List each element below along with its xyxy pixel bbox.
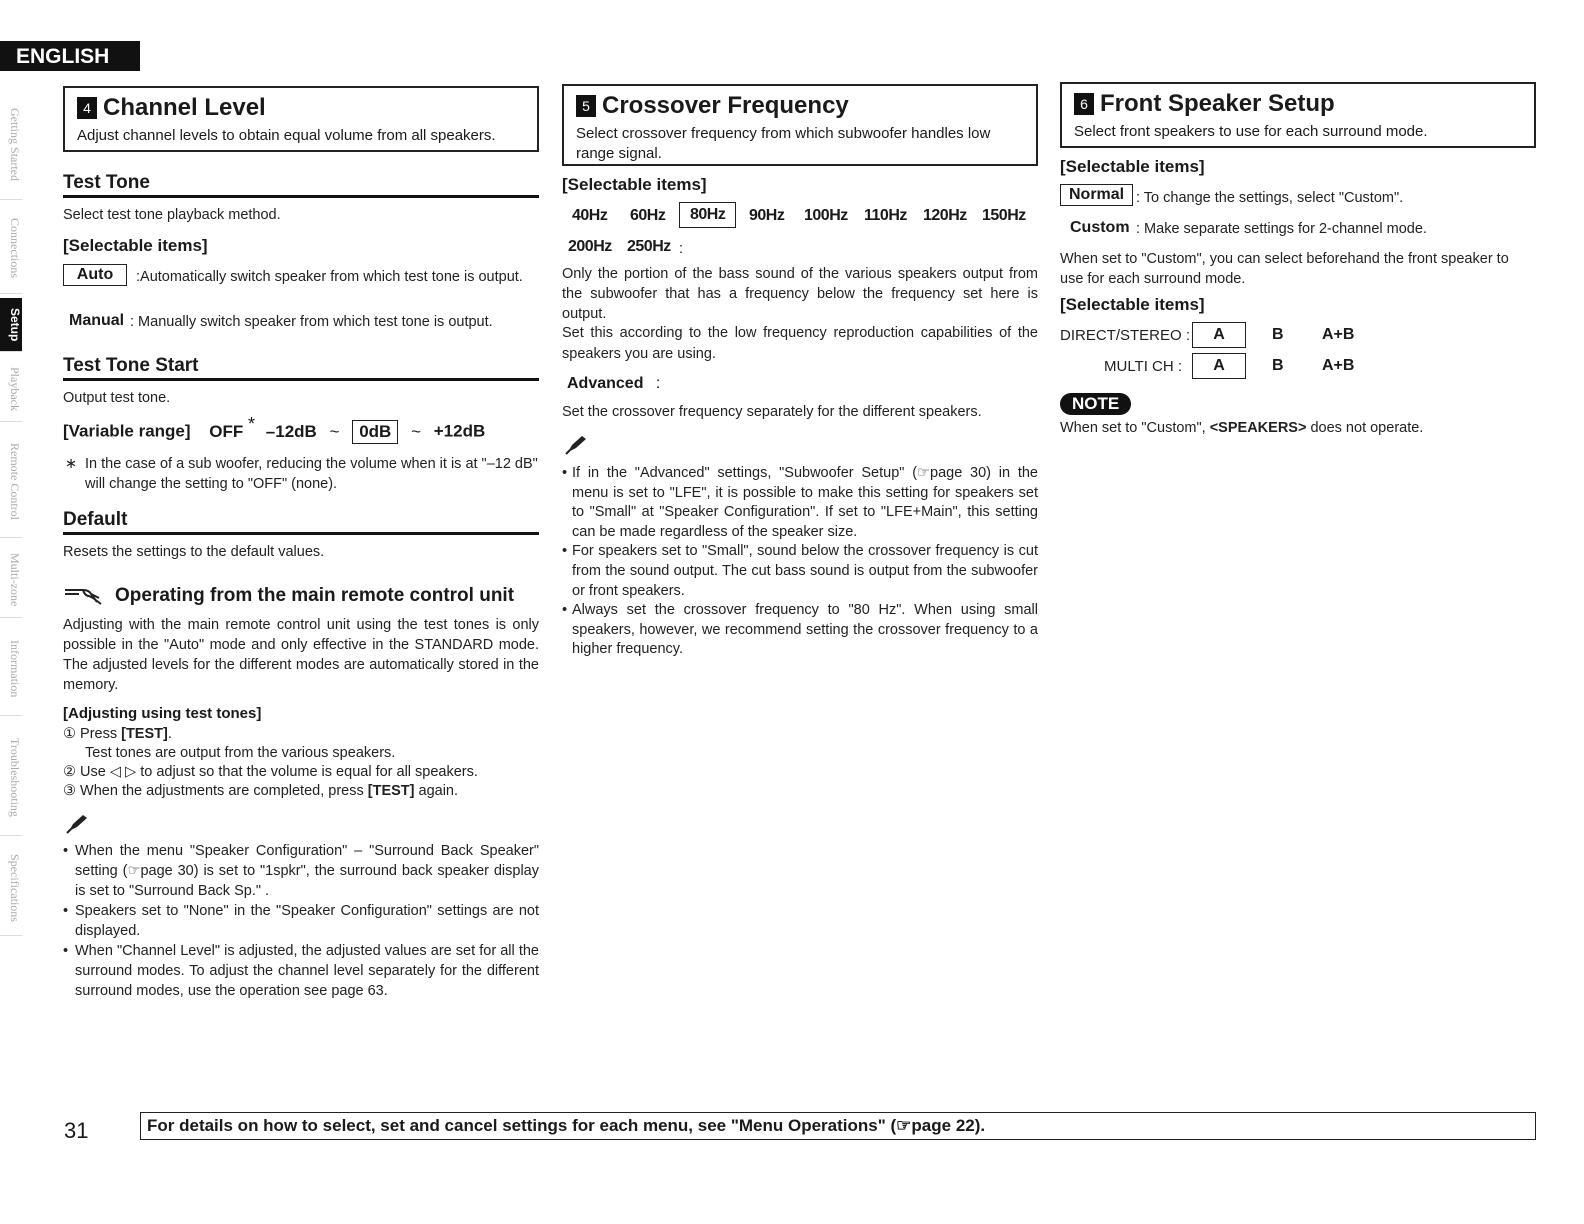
auto-label: Auto — [63, 264, 127, 286]
test-tone-start-description: Output test tone. — [63, 390, 171, 406]
sidenav-getting-started[interactable]: Getting Started — [0, 90, 22, 200]
selectable-items-label: [Selectable items] — [562, 175, 707, 194]
crossover-header — [562, 84, 1038, 166]
advanced-label: Advanced — [567, 375, 644, 392]
step-3-end: again. — [414, 783, 459, 799]
freq-option: 60Hz — [630, 207, 666, 224]
range-min: –12dB — [265, 421, 317, 441]
step-1-end: . — [167, 726, 172, 742]
sidenav-playback[interactable]: Playback — [0, 356, 22, 422]
sidenav-connections[interactable]: Connections — [0, 202, 22, 294]
section-description: Select crossover frequency from which subwoofer handles low range signal. — [576, 125, 991, 162]
footer-reference: For details on how to select, set and cancel settings for each menu, see "Menu Operations" (☞page 22). — [140, 1112, 1536, 1140]
test-tone-description: Select test tone playback method. — [63, 207, 281, 223]
note-item: Speakers set to "None" in the "Speaker Configuration" settings are not displayed. — [75, 903, 539, 939]
speakers-key: <SPEAKERS> — [1209, 420, 1307, 436]
freq-option: 90Hz — [749, 207, 785, 224]
note-text-pre: When set to "Custom", — [1060, 420, 1210, 436]
step-2-text: Use ◁ ▷ to adjust so that the volume is equal for all speakers. — [80, 764, 478, 780]
selectable-items-label: [Selectable items] — [63, 236, 208, 255]
manual-label: Manual — [69, 312, 125, 329]
freq-colon: : — [679, 241, 684, 257]
sidenav-remote-control[interactable]: Remote Control — [0, 426, 22, 538]
step-3-text: When the adjustments are completed, press — [80, 783, 368, 799]
manual-description: : Manually switch speaker from which test tone is output. — [130, 314, 493, 330]
step-3-num: ③ — [63, 783, 76, 799]
range-tilde-2: ~ — [411, 421, 422, 441]
side-navigation — [0, 90, 22, 950]
freq-option: 120Hz — [923, 207, 967, 224]
step-2 — [63, 762, 539, 782]
channel-level-header — [63, 86, 539, 152]
channel-level-notes: • When the menu "Speaker Configuration" – "Surround Back Speaker" setting (☞page 30) is set to "1spkr", the surround back speaker display is set to "Surround Back Sp." . • Speakers set to "None" in the "Speaker Configuration" settings are not displayed. • When "Channel Level" is adjusted, the adjusted values are set for all the surround modes. To adjust the channel level separately for the different surround modes, use the operation see page 63. — [63, 843, 539, 999]
sidenav-specifications[interactable]: Specifications — [0, 840, 22, 936]
crossover-notes: • If in the "Advanced" settings, "Subwoofer Setup" (☞page 30) in the menu is set to "LFE", it is possible to make this setting for speakers set to "Small" at "Speaker Configuration". If set to "LFE+Main", this setting can be made regardless of the speaker size. • For speakers set to "Small", sound below the crossover frequency is cut from the sound output. The cut bass sound is output from the subwoofer or front speakers. • Always set the crossover frequency to "80 Hz". When using small speakers, however, we recommend setting the crossover frequency to a higher frequency. — [562, 464, 1038, 660]
freq-option: 150Hz — [982, 207, 1026, 224]
section-title: Channel Level — [103, 94, 266, 121]
step-1-text: Press — [80, 726, 122, 742]
advanced-description: Set the crossover frequency separately for the different speakers. — [562, 404, 982, 420]
crossover-paragraph-1: Only the portion of the bass sound of the various speakers output from the subwoofer that has a frequency below the frequency set here is output. — [562, 266, 1038, 322]
variable-range-label: [Variable range] — [63, 421, 191, 441]
step-2-num: ② — [63, 764, 76, 780]
auto-description: :Automatically switch speaker from which test tone is output. — [136, 269, 523, 285]
custom-label: Custom — [1070, 219, 1130, 236]
step-1-num: ① — [63, 726, 76, 742]
freq-option-selected: 80Hz — [679, 202, 736, 228]
selectable-items-label-2: [Selectable items] — [1060, 295, 1205, 314]
freq-option: 250Hz — [627, 238, 671, 255]
sidenav-multi-zone[interactable]: Multi-zone — [0, 542, 22, 618]
normal-option — [1060, 184, 1133, 206]
step-1 — [63, 724, 539, 744]
freq-option: 200Hz — [568, 238, 612, 255]
test-key-2: [TEST] — [367, 783, 415, 799]
remote-hand-icon — [63, 584, 107, 608]
range-max: +12dB — [433, 421, 486, 441]
direct-stereo-label: DIRECT/STEREO : — [1060, 327, 1191, 344]
front-speaker-header — [1060, 82, 1536, 148]
advanced-row — [567, 375, 660, 393]
direct-option-a-selected: A — [1192, 322, 1246, 348]
note-item: Always set the crossover frequency to "80 Hz". When using small speakers, however, we recommend setting the crossover frequency to a higher frequency. — [572, 602, 1038, 658]
freq-option: 110Hz — [864, 207, 907, 224]
page-number: 31 — [64, 1118, 89, 1143]
freq-option: 40Hz — [572, 207, 608, 224]
test-tone-start-heading: Test Tone Start — [63, 355, 539, 381]
pencil-icon — [65, 813, 89, 835]
language-tab: ENGLISH — [0, 41, 140, 71]
sidenav-information[interactable]: Information — [0, 622, 22, 716]
advanced-colon: : — [655, 375, 661, 392]
front-speaker-paragraph: When set to "Custom", you can select beforehand the front speaker to use for each surround mode. — [1060, 251, 1509, 287]
multi-ch-label: MULTI CH : — [1104, 358, 1183, 375]
range-star: * — [248, 414, 256, 434]
footnote-mark: ∗ — [65, 456, 78, 472]
pencil-icon — [564, 434, 588, 456]
range-zero: 0dB — [352, 420, 398, 444]
step-3 — [63, 781, 539, 801]
section-description: Select front speakers to use for each surround mode. — [1074, 123, 1428, 140]
section-number: 4 — [77, 97, 97, 119]
multi-option-b: B — [1272, 357, 1284, 374]
test-key-1: [TEST] — [121, 726, 168, 742]
note-item: When the menu "Speaker Configuration" – "Surround Back Speaker" setting (☞page 30) is set to "1spkr", the surround back speaker display is set to "Surround Back Sp." . — [75, 843, 539, 899]
custom-description: : Make separate settings for 2-channel mode. — [1136, 221, 1427, 237]
section-description: Adjust channel levels to obtain equal volume from all speakers. — [77, 127, 496, 144]
note-badge: NOTE — [1060, 393, 1131, 415]
step-1-sub: Test tones are output from the various speakers. — [85, 745, 396, 761]
section-number: 6 — [1074, 93, 1094, 115]
note-item: When "Channel Level" is adjusted, the adjusted values are set for all the surround modes. To adjust the channel level separately for the different surround modes, use the operation see page 63. — [75, 943, 539, 999]
note-badge-row — [1060, 393, 1131, 415]
remote-heading: Operating from the main remote control unit — [115, 585, 515, 606]
direct-option-b: B — [1272, 326, 1284, 343]
variable-range — [63, 414, 485, 444]
range-tilde-1: ~ — [329, 421, 340, 441]
section-title: Front Speaker Setup — [1100, 90, 1335, 117]
multi-option-a-selected: A — [1192, 353, 1246, 379]
remote-description: Adjusting with the main remote control unit using the test tones is only possible in the "Auto" mode and only effective in the STANDARD mode. The adjusted levels for the different modes are automatically stored in the memory. — [63, 617, 539, 693]
footnote-text: In the case of a sub woofer, reducing the volume when it is at "–12 dB" will change the setting to "OFF" (none). — [85, 456, 538, 492]
adjusting-subheading: [Adjusting using test tones] — [63, 705, 262, 722]
test-tone-heading: Test Tone — [63, 172, 539, 198]
section-number: 5 — [576, 95, 596, 117]
normal-description: : To change the settings, select "Custom". — [1136, 190, 1404, 206]
direct-option-ab: A+B — [1322, 326, 1355, 343]
normal-label: Normal — [1060, 184, 1133, 206]
note-item: For speakers set to "Small", sound below the crossover frequency is cut from the sound output. The cut bass sound is output from the subwoofer or front speakers. — [572, 543, 1038, 599]
sidenav-setup[interactable]: Setup — [0, 298, 22, 352]
freq-option: 100Hz — [804, 207, 848, 224]
range-off: OFF — [209, 421, 244, 441]
default-description: Resets the settings to the default values. — [63, 544, 325, 560]
sidenav-troubleshooting[interactable]: Troubleshooting — [0, 720, 22, 836]
crossover-paragraph-2: Set this according to the low frequency reproduction capabilities of the speakers you are using. — [562, 325, 1038, 362]
front-speaker-note — [1060, 418, 1423, 438]
selectable-items-label: [Selectable items] — [1060, 157, 1205, 176]
note-text-post: does not operate. — [1306, 420, 1424, 436]
remote-heading-row — [63, 584, 543, 608]
multi-option-ab: A+B — [1322, 357, 1355, 374]
section-title: Crossover Frequency — [602, 92, 849, 119]
default-heading: Default — [63, 509, 539, 535]
note-item: If in the "Advanced" settings, "Subwoofer Setup" (☞page 30) in the menu is set to "LFE", it is possible to make this setting for speakers set to "Small" at "Speaker Configuration". If set to "LFE+Main", this setting can be made regardless of the speaker size. — [572, 465, 1038, 540]
